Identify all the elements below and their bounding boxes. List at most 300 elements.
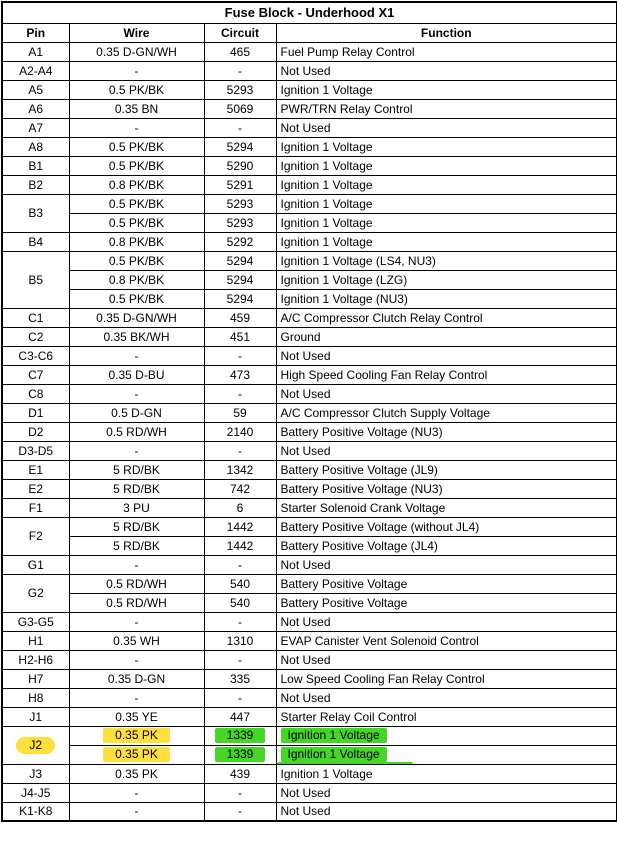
function-cell <box>276 118 617 137</box>
wire-value: 0.5 PK/BK <box>108 158 165 173</box>
circuit-value: 5290 <box>226 158 254 173</box>
wire-cell <box>69 764 204 783</box>
pin-cell <box>2 118 69 137</box>
circuit-cell <box>204 99 276 118</box>
table-row <box>2 707 617 726</box>
wire-value: 5 RD/BK <box>113 462 160 477</box>
circuit-value: 742 <box>229 481 251 496</box>
wire-cell <box>69 422 204 441</box>
function-cell <box>276 289 617 308</box>
circuit-cell <box>204 555 276 574</box>
table-row <box>2 764 617 783</box>
function-cell <box>276 175 617 194</box>
function-value: Not Used <box>280 690 331 705</box>
function-cell <box>276 802 617 821</box>
wire-value: - <box>134 386 139 401</box>
wire-value: 5 RD/BK <box>113 538 160 553</box>
circuit-cell <box>204 707 276 726</box>
function-value: Not Used <box>280 785 331 800</box>
function-value: Ignition 1 Voltage <box>281 747 387 762</box>
pin-cell <box>2 384 69 403</box>
circuit-value: 5294 <box>226 139 254 154</box>
wire-cell <box>69 365 204 384</box>
wire-value: 0.5 RD/WH <box>106 576 167 591</box>
circuit-value: - <box>238 614 242 629</box>
pin-cell <box>2 99 69 118</box>
pin-cell <box>2 403 69 422</box>
function-cell <box>276 137 617 156</box>
wire-value: 0.8 PK/BK <box>108 177 165 192</box>
function-cell <box>276 365 617 384</box>
table-row <box>2 745 617 764</box>
pin-label: A6 <box>28 101 44 116</box>
function-value: Not Used <box>280 614 331 629</box>
function-cell <box>276 574 617 593</box>
pin-label: C1 <box>28 310 44 325</box>
function-value: Battery Positive Voltage (NU3) <box>280 481 443 496</box>
function-value: Not Used <box>280 652 331 667</box>
pin-cell <box>2 61 69 80</box>
wire-cell <box>69 346 204 365</box>
circuit-value: - <box>238 652 242 667</box>
table-row <box>2 61 617 80</box>
wire-value: 0.5 PK/BK <box>108 215 165 230</box>
pin-cell <box>2 650 69 669</box>
circuit-value: - <box>238 557 242 572</box>
wire-value: - <box>134 348 139 363</box>
function-value: Battery Positive Voltage (JL9) <box>280 462 438 477</box>
pin-label: A2-A4 <box>19 63 53 78</box>
function-cell <box>276 384 617 403</box>
table-row <box>2 498 617 517</box>
function-value: Ignition 1 Voltage <box>280 139 373 154</box>
pin-cell <box>2 422 69 441</box>
pin-label: D2 <box>28 424 44 439</box>
function-value: Ignition 1 Voltage <box>280 766 373 781</box>
circuit-value: 5294 <box>226 272 254 287</box>
wire-cell <box>69 555 204 574</box>
function-cell <box>276 669 617 688</box>
wire-cell <box>69 213 204 232</box>
function-cell <box>276 42 617 61</box>
function-cell <box>276 194 617 213</box>
function-value: Ignition 1 Voltage <box>280 158 373 173</box>
pin-label: C8 <box>28 386 44 401</box>
pin-label: H7 <box>28 671 44 686</box>
wire-cell <box>69 783 204 802</box>
pin-label: J2 <box>16 737 55 754</box>
wire-cell <box>69 745 204 764</box>
wire-value: 0.5 PK/BK <box>108 82 165 97</box>
wire-cell <box>69 42 204 61</box>
circuit-value: 5292 <box>226 234 254 249</box>
pin-label: B4 <box>28 234 44 249</box>
function-cell <box>276 99 617 118</box>
function-cell <box>276 498 617 517</box>
function-cell <box>276 555 617 574</box>
function-cell <box>276 156 617 175</box>
pin-cell <box>2 42 69 61</box>
wire-cell <box>69 118 204 137</box>
circuit-cell <box>204 213 276 232</box>
pin-cell <box>2 479 69 498</box>
circuit-value: 5293 <box>226 215 254 230</box>
circuit-cell <box>204 441 276 460</box>
circuit-cell <box>204 517 276 536</box>
wire-cell <box>69 612 204 631</box>
function-value: Not Used <box>280 804 331 819</box>
pin-cell <box>2 327 69 346</box>
function-value: Ignition 1 Voltage (LZG) <box>280 272 408 287</box>
wire-value: 0.5 PK/BK <box>108 196 165 211</box>
wire-cell <box>69 327 204 346</box>
circuit-value: - <box>238 120 242 135</box>
wire-value: 0.5 D-GN <box>111 405 162 420</box>
pin-cell <box>2 441 69 460</box>
pin-label: H8 <box>28 690 44 705</box>
table-row <box>2 688 617 707</box>
table-row <box>2 137 617 156</box>
circuit-cell <box>204 669 276 688</box>
pin-cell <box>2 251 69 308</box>
pin-label: D1 <box>28 405 44 420</box>
circuit-value: 5293 <box>226 196 254 211</box>
title-row <box>2 2 617 23</box>
pin-label: B1 <box>28 158 44 173</box>
pin-label: D3-D5 <box>18 443 54 458</box>
circuit-cell <box>204 137 276 156</box>
circuit-value: - <box>238 63 242 78</box>
column-header-circuit: Circuit <box>204 23 276 42</box>
circuit-cell <box>204 745 276 764</box>
circuit-value: 439 <box>229 766 251 781</box>
function-value: Not Used <box>280 348 331 363</box>
circuit-cell <box>204 346 276 365</box>
circuit-value: 1442 <box>226 519 254 534</box>
pin-cell <box>2 783 69 802</box>
function-value: Not Used <box>280 63 331 78</box>
pin-cell <box>2 308 69 327</box>
column-header-pin: Pin <box>2 23 69 42</box>
pin-label: A5 <box>28 82 44 97</box>
wire-cell <box>69 593 204 612</box>
circuit-value: - <box>238 785 242 800</box>
function-value: A/C Compressor Clutch Supply Voltage <box>280 405 490 420</box>
function-value: Ignition 1 Voltage <box>280 82 373 97</box>
pin-label: G3-G5 <box>17 614 54 629</box>
circuit-value: 1339 <box>215 728 266 743</box>
pin-label: F2 <box>28 529 43 543</box>
function-cell <box>276 764 617 783</box>
pin-cell <box>2 232 69 251</box>
fuse-block-table <box>1 1 617 822</box>
function-value: Battery Positive Voltage (without JL4) <box>280 519 480 534</box>
pin-label: A1 <box>28 44 44 59</box>
wire-cell <box>69 574 204 593</box>
table-row <box>2 346 617 365</box>
table-row <box>2 80 617 99</box>
table-row <box>2 384 617 403</box>
wire-value: 0.35 PK <box>115 766 158 781</box>
circuit-cell <box>204 574 276 593</box>
circuit-value: 465 <box>229 44 251 59</box>
function-cell <box>276 346 617 365</box>
wire-cell <box>69 479 204 498</box>
table-head <box>2 2 617 42</box>
wire-value: 0.35 YE <box>115 709 158 724</box>
pin-label: A8 <box>28 139 44 154</box>
circuit-cell <box>204 175 276 194</box>
pin-cell <box>2 175 69 194</box>
wire-cell <box>69 517 204 536</box>
function-cell <box>276 745 617 764</box>
wire-cell <box>69 726 204 745</box>
table-row <box>2 232 617 251</box>
wire-cell <box>69 308 204 327</box>
function-cell <box>276 422 617 441</box>
circuit-value: 5069 <box>226 101 254 116</box>
circuit-cell <box>204 593 276 612</box>
wire-cell <box>69 688 204 707</box>
table-row <box>2 726 617 745</box>
wire-value: - <box>134 785 139 800</box>
table-row <box>2 479 617 498</box>
function-value: Fuel Pump Relay Control <box>280 44 415 59</box>
function-value: High Speed Cooling Fan Relay Control <box>280 367 488 382</box>
table-row <box>2 270 617 289</box>
circuit-cell <box>204 384 276 403</box>
fuse-table-body <box>2 42 617 821</box>
circuit-cell <box>204 80 276 99</box>
pin-label: G2 <box>27 586 44 600</box>
wire-cell <box>69 270 204 289</box>
wire-value: - <box>134 690 139 705</box>
pin-cell <box>2 346 69 365</box>
function-cell <box>276 612 617 631</box>
function-value: Starter Relay Coil Control <box>280 709 417 724</box>
function-cell <box>276 783 617 802</box>
function-value: EVAP Canister Vent Solenoid Control <box>280 633 479 648</box>
wire-cell <box>69 80 204 99</box>
pin-cell <box>2 555 69 574</box>
circuit-cell <box>204 498 276 517</box>
function-value: Ignition 1 Voltage <box>280 234 373 249</box>
table-row <box>2 365 617 384</box>
circuit-value: 1442 <box>226 538 254 553</box>
function-value: Ignition 1 Voltage (NU3) <box>280 291 408 306</box>
wire-cell <box>69 536 204 555</box>
wire-value: - <box>134 614 139 629</box>
pin-cell <box>2 669 69 688</box>
wire-cell <box>69 802 204 821</box>
circuit-value: 540 <box>229 576 251 591</box>
wire-cell <box>69 631 204 650</box>
circuit-value: 335 <box>229 671 251 686</box>
function-value: Ignition 1 Voltage <box>280 196 373 211</box>
table-row <box>2 308 617 327</box>
function-value: A/C Compressor Clutch Relay Control <box>280 310 483 325</box>
circuit-cell <box>204 612 276 631</box>
circuit-value: 473 <box>229 367 251 382</box>
circuit-cell <box>204 536 276 555</box>
function-value: Ignition 1 Voltage <box>281 728 387 743</box>
pin-cell <box>2 707 69 726</box>
pin-label: E2 <box>28 481 44 496</box>
circuit-cell <box>204 156 276 175</box>
wire-cell <box>69 441 204 460</box>
circuit-cell <box>204 61 276 80</box>
circuit-cell <box>204 118 276 137</box>
pin-cell <box>2 498 69 517</box>
wire-cell <box>69 175 204 194</box>
table-row <box>2 99 617 118</box>
function-cell <box>276 251 617 270</box>
function-value: Ground <box>280 329 321 344</box>
pin-label: J1 <box>29 709 43 724</box>
function-cell <box>276 213 617 232</box>
pin-cell <box>2 574 69 612</box>
pin-label: H1 <box>28 633 44 648</box>
pin-label: J4-J5 <box>21 785 51 800</box>
function-cell <box>276 270 617 289</box>
circuit-value: 2140 <box>226 424 254 439</box>
circuit-cell <box>204 479 276 498</box>
table-row <box>2 631 617 650</box>
table-row <box>2 403 617 422</box>
wire-cell <box>69 156 204 175</box>
pin-label: E1 <box>28 462 44 477</box>
function-value: Not Used <box>280 120 331 135</box>
wire-value: - <box>134 652 139 667</box>
wire-cell <box>69 137 204 156</box>
circuit-value: 447 <box>229 709 251 724</box>
function-cell <box>276 517 617 536</box>
table-row <box>2 802 617 821</box>
wire-cell <box>69 650 204 669</box>
wire-value: 5 RD/BK <box>113 481 160 496</box>
circuit-value: 1310 <box>226 633 254 648</box>
function-value: Ignition 1 Voltage (LS4, NU3) <box>280 253 436 268</box>
circuit-cell <box>204 232 276 251</box>
function-value: Starter Solenoid Crank Voltage <box>280 500 446 515</box>
circuit-value: - <box>238 386 242 401</box>
circuit-cell <box>204 251 276 270</box>
table-row <box>2 156 617 175</box>
wire-cell <box>69 61 204 80</box>
wire-value: 0.5 PK/BK <box>108 139 165 154</box>
table-row <box>2 555 617 574</box>
pin-cell <box>2 80 69 99</box>
pin-label: A7 <box>28 120 44 135</box>
function-value: Battery Positive Voltage (JL4) <box>280 538 438 553</box>
wire-value: 0.5 PK/BK <box>108 253 165 268</box>
table-row <box>2 536 617 555</box>
table-row <box>2 118 617 137</box>
pin-cell <box>2 194 69 232</box>
wire-cell <box>69 232 204 251</box>
wire-value: - <box>134 63 139 78</box>
wire-value: 0.35 BK/WH <box>103 329 170 344</box>
wire-value: - <box>134 557 139 572</box>
wire-cell <box>69 403 204 422</box>
pin-cell <box>2 688 69 707</box>
wire-value: - <box>134 804 139 819</box>
circuit-cell <box>204 802 276 821</box>
function-value: PWR/TRN Relay Control <box>280 101 413 116</box>
table-row <box>2 213 617 232</box>
circuit-value: 451 <box>229 329 251 344</box>
wire-value: - <box>134 443 139 458</box>
table-row <box>2 650 617 669</box>
pin-label: B3 <box>28 206 44 220</box>
function-value: Battery Positive Voltage <box>280 595 408 610</box>
function-cell <box>276 327 617 346</box>
function-value: Battery Positive Voltage (NU3) <box>280 424 443 439</box>
circuit-cell <box>204 327 276 346</box>
wire-value: 0.5 RD/WH <box>106 595 167 610</box>
wire-value: 0.35 D-GN <box>107 671 166 686</box>
circuit-value: 5293 <box>226 82 254 97</box>
function-cell <box>276 536 617 555</box>
pin-cell <box>2 764 69 783</box>
wire-value: 0.8 PK/BK <box>108 234 165 249</box>
circuit-value: - <box>238 804 242 819</box>
circuit-cell <box>204 783 276 802</box>
circuit-cell <box>204 460 276 479</box>
function-cell <box>276 726 617 745</box>
circuit-value: 59 <box>233 405 247 420</box>
function-value: Not Used <box>280 557 331 572</box>
pin-cell <box>2 137 69 156</box>
function-cell <box>276 61 617 80</box>
table-row <box>2 441 617 460</box>
table-row <box>2 194 617 213</box>
table-row <box>2 593 617 612</box>
wire-cell <box>69 460 204 479</box>
table-row <box>2 460 617 479</box>
circuit-value: 540 <box>229 595 251 610</box>
wire-value: 0.5 RD/WH <box>106 424 167 439</box>
pin-label: C3-C6 <box>18 348 54 363</box>
function-cell <box>276 308 617 327</box>
circuit-cell <box>204 422 276 441</box>
function-cell <box>276 631 617 650</box>
table-row <box>2 574 617 593</box>
table-title: Fuse Block - Underhood X1 <box>2 2 617 23</box>
table-row <box>2 669 617 688</box>
pin-label: G1 <box>27 557 44 572</box>
wire-value: 0.35 BN <box>114 101 159 116</box>
wire-value: 0.5 PK/BK <box>108 291 165 306</box>
pin-label: B2 <box>28 177 44 192</box>
circuit-cell <box>204 650 276 669</box>
wire-cell <box>69 498 204 517</box>
circuit-value: 5294 <box>226 291 254 306</box>
circuit-value: 1339 <box>215 747 266 762</box>
function-cell <box>276 80 617 99</box>
pin-label: K1-K8 <box>19 804 53 819</box>
function-value: Battery Positive Voltage <box>280 576 408 591</box>
function-cell <box>276 232 617 251</box>
circuit-cell <box>204 308 276 327</box>
circuit-value: 5291 <box>226 177 254 192</box>
function-value: Low Speed Cooling Fan Relay Control <box>280 671 485 686</box>
table-row <box>2 175 617 194</box>
pin-label: H2-H6 <box>18 652 54 667</box>
circuit-value: - <box>238 690 242 705</box>
function-value: Not Used <box>280 443 331 458</box>
pin-cell <box>2 365 69 384</box>
